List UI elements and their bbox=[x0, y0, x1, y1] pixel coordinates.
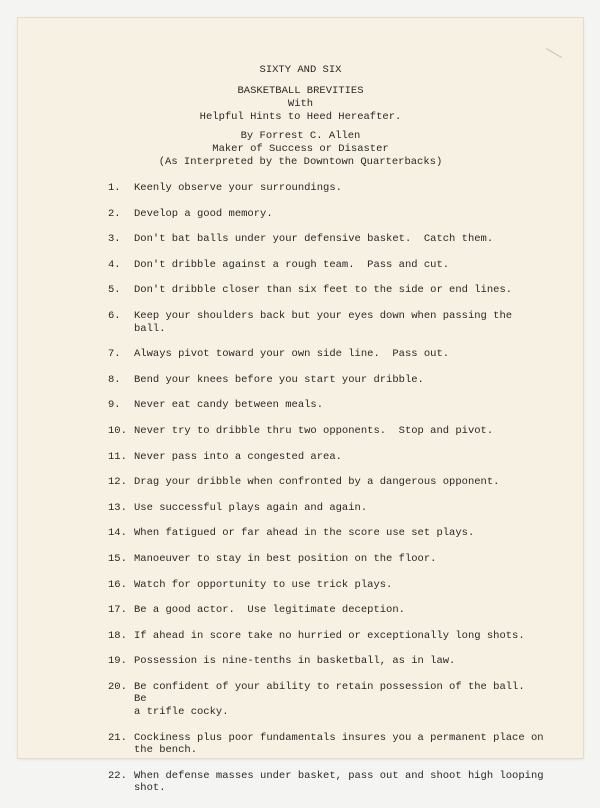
subtitle-line-3: Helpful Hints to Heed Hereafter. bbox=[199, 111, 402, 123]
list-item bbox=[108, 770, 548, 795]
list-item-text: When defense masses under basket, pass out and shoot high looping shot. bbox=[134, 769, 550, 795]
tips-list bbox=[108, 182, 548, 808]
list-item-number: 3. bbox=[108, 233, 121, 246]
list-item-number: 9. bbox=[108, 399, 121, 412]
list-item bbox=[108, 208, 548, 221]
list-item-text: Keep your shoulders back but your eyes down when passing the ball. bbox=[134, 309, 519, 335]
list-item bbox=[108, 630, 548, 643]
list-item-text: Don't dribble against a rough team. Pass and cut. bbox=[134, 258, 450, 271]
list-item-number: 14. bbox=[108, 527, 127, 540]
list-item-text: Never eat candy between meals. bbox=[134, 399, 324, 412]
list-item-number: 16. bbox=[108, 578, 127, 591]
list-item-number: 20. bbox=[108, 680, 127, 693]
list-item bbox=[108, 527, 548, 540]
byline-role: Maker of Success or Disaster bbox=[212, 143, 389, 155]
document-page bbox=[18, 18, 583, 795]
list-item bbox=[108, 259, 548, 272]
list-item-number: 22. bbox=[108, 769, 127, 782]
list-item-number: 18. bbox=[108, 629, 127, 642]
list-item-text: When fatigued or far ahead in the score use set plays. bbox=[134, 527, 475, 540]
list-item-number: 19. bbox=[108, 655, 127, 668]
subtitle-line-2: With bbox=[287, 98, 314, 110]
list-item-number: 7. bbox=[108, 348, 121, 361]
list-item bbox=[108, 732, 548, 757]
list-item bbox=[108, 233, 548, 246]
list-item bbox=[108, 399, 548, 412]
subtitle-line-1: BASKETBALL BREVITIES bbox=[237, 85, 364, 97]
list-item-text: If ahead in score take no hurried or exceptionally long shots. bbox=[134, 629, 525, 642]
list-item bbox=[108, 579, 548, 592]
list-item-text: Develop a good memory. bbox=[134, 207, 273, 220]
list-item-number: 6. bbox=[108, 309, 121, 322]
list-item-text: Don't bat balls under your defensive basket. Catch them. bbox=[134, 233, 494, 246]
list-item-number: 13. bbox=[108, 501, 127, 514]
list-item-text: Watch for opportunity to use trick plays. bbox=[134, 578, 393, 591]
list-item bbox=[108, 655, 548, 668]
list-item-number: 21. bbox=[108, 731, 127, 744]
list-item bbox=[108, 502, 548, 515]
list-item-text: Be a good actor. Use legitimate deception. bbox=[134, 604, 405, 617]
document-title: SIXTY AND SIX bbox=[259, 64, 342, 76]
list-item bbox=[108, 451, 548, 464]
list-item-text: Possession is nine-tenths in basketball, as in law. bbox=[134, 655, 456, 668]
list-item-number: 10. bbox=[108, 424, 127, 437]
list-item-text: Never try to dribble thru two opponents. Stop and pivot. bbox=[134, 424, 494, 437]
list-item-number: 17. bbox=[108, 604, 127, 617]
list-item-text: Always pivot toward your own side line. Pass out. bbox=[134, 348, 450, 361]
list-item bbox=[108, 348, 548, 361]
list-item-number: 15. bbox=[108, 552, 127, 565]
list-item-text: Cockiness plus poor fundamentals insures you a permanent place on the bench. bbox=[134, 731, 544, 757]
paper-mark bbox=[542, 48, 562, 65]
list-item-number: 1. bbox=[108, 182, 121, 194]
list-item-number: 4. bbox=[108, 258, 121, 271]
list-item bbox=[108, 425, 548, 438]
byline-author: By Forrest C. Allen bbox=[240, 130, 361, 142]
list-item bbox=[108, 182, 548, 195]
list-item-text: Be confident of your ability to retain possession of the ball. Be a trifle cocky. bbox=[134, 680, 525, 719]
list-item bbox=[108, 284, 548, 297]
list-item bbox=[108, 604, 548, 617]
list-item-number: 12. bbox=[108, 476, 127, 489]
list-item-text: Bend your knees before you start your dribble. bbox=[134, 373, 424, 386]
list-item-text: Use successful plays again and again. bbox=[134, 501, 368, 514]
list-item-text: Never pass into a congested area. bbox=[134, 450, 342, 463]
list-item-text: Manoeuver to stay in best position on the floor. bbox=[134, 552, 437, 565]
list-item bbox=[108, 374, 548, 387]
list-item-text: Keenly observe your surroundings. bbox=[134, 182, 342, 194]
list-item bbox=[108, 310, 548, 335]
byline-note: (As Interpreted by the Downtown Quarterbacks) bbox=[158, 156, 443, 168]
list-item-number: 2. bbox=[108, 207, 121, 220]
list-item bbox=[108, 476, 548, 489]
list-item bbox=[108, 553, 548, 566]
list-item-number: 5. bbox=[108, 284, 121, 297]
list-item bbox=[108, 681, 548, 719]
list-item-text: Don't dribble closer than six feet to the side or end lines. bbox=[134, 284, 513, 297]
list-item-text: Drag your dribble when confronted by a dangerous opponent. bbox=[134, 476, 500, 489]
list-item-number: 8. bbox=[108, 373, 121, 386]
list-item-number: 11. bbox=[108, 450, 127, 463]
